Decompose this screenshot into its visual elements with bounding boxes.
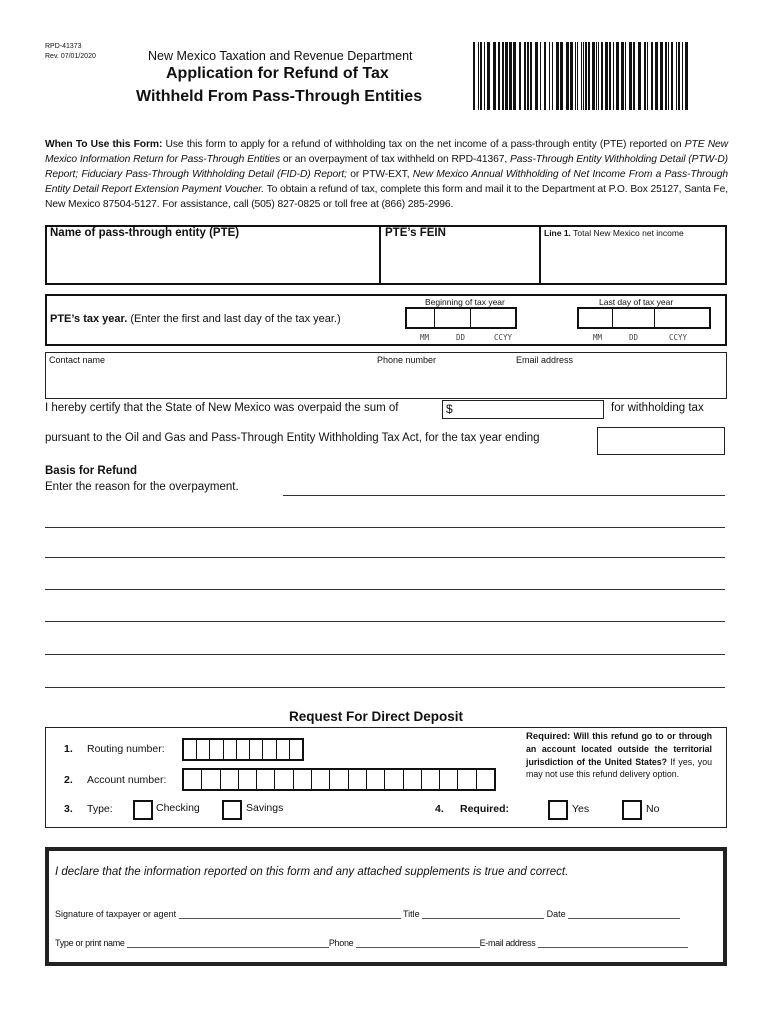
- date-label: Date: [546, 909, 566, 919]
- signature-row: [55, 909, 680, 919]
- item-number: 1.: [64, 743, 73, 755]
- digit-cell[interactable]: [263, 740, 276, 759]
- digit-cell[interactable]: [202, 770, 220, 789]
- email-line[interactable]: [538, 938, 688, 948]
- digit-cell[interactable]: [312, 770, 330, 789]
- overpaid-amount-input[interactable]: [442, 400, 604, 419]
- account-number-input[interactable]: [182, 768, 496, 791]
- note-question: Will this refund go to or through an account located outside the territorial jurisdiction of the United States?: [526, 731, 712, 767]
- item-number: 2.: [64, 774, 73, 786]
- reason-line[interactable]: [45, 557, 725, 558]
- fein-label: PTE’s FEIN: [385, 227, 446, 239]
- no-checkbox[interactable]: [622, 800, 642, 820]
- tax-year-label: [50, 313, 341, 325]
- basis-desc: Enter the reason for the overpayment.: [45, 481, 239, 493]
- ccyy-hint: CCYY: [669, 333, 688, 342]
- digit-cell[interactable]: [224, 740, 237, 759]
- print-name-line[interactable]: [127, 938, 329, 948]
- instructions-text: Use this form to apply for a refund of withholding tax on the net income of a pass-through entity (PTE) reported on: [162, 139, 685, 150]
- checking-label: Checking: [156, 802, 200, 814]
- instructions-text: or an overpayment of tax withheld on RPD-41367,: [280, 154, 510, 165]
- certify-text-3: pursuant to the Oil and Gas and Pass-Through Entity Withholding Tax Act, for the tax year ending: [45, 432, 540, 444]
- savings-checkbox[interactable]: [222, 800, 242, 820]
- instructions-text: PTE New Mexico Information Return for Pass-Through Entities: [45, 139, 728, 165]
- instructions-lead: When To Use this Form:: [45, 139, 163, 150]
- signature-line[interactable]: [179, 909, 401, 919]
- phone-label: Phone number: [377, 355, 437, 365]
- digit-cell[interactable]: [440, 770, 458, 789]
- certify-text: I hereby certify that the State of New Mexico was overpaid the sum of: [45, 402, 399, 414]
- declaration-statement: I declare that the information reported on this form and any attached supplements is true and correct.: [55, 866, 569, 878]
- note-tail: If yes, you may not use this refund delivery option.: [526, 756, 712, 779]
- reason-line[interactable]: [45, 687, 725, 688]
- reason-line[interactable]: [283, 495, 725, 496]
- dd-hint: DD: [456, 333, 466, 342]
- form-number: RPD-41373: [45, 43, 82, 50]
- reason-line[interactable]: [45, 527, 725, 528]
- digit-cell[interactable]: [184, 770, 202, 789]
- digit-cell[interactable]: [385, 770, 403, 789]
- digit-cell[interactable]: [277, 740, 290, 759]
- title-label: Title: [402, 909, 420, 919]
- tax-year-ending-input[interactable]: [597, 427, 725, 455]
- routing-label: Routing number:: [87, 743, 165, 755]
- instructions-text: or PTW-EXT,: [346, 169, 413, 180]
- digit-cell[interactable]: [210, 740, 223, 759]
- digit-cell[interactable]: [477, 770, 494, 789]
- digit-cell[interactable]: [458, 770, 476, 789]
- department-name: New Mexico Taxation and Revenue Department: [148, 49, 413, 63]
- email-label: E-mail address: [479, 938, 536, 948]
- digit-cell[interactable]: [184, 740, 197, 759]
- form-title-line1: Application for Refund of Tax: [166, 65, 389, 82]
- instructions-text: New Mexico Annual Withholding of Net Income From a Pass-Through Entity Detail Report Extension Payment Voucher.: [45, 169, 728, 195]
- instructions-text: Pass-Through Entity Withholding Detail (PTW-D) Report; Fiduciary Pass-Through Withholding Detail (FID-D) Report;: [45, 154, 728, 180]
- revision-date: Rev. 07/01/2020: [45, 53, 96, 60]
- savings-label: Savings: [246, 802, 284, 814]
- digit-cell[interactable]: [404, 770, 422, 789]
- tax-year-text: (Enter the first and last day of the tax year.): [127, 313, 341, 325]
- beginning-date-input[interactable]: [405, 307, 517, 329]
- digit-cell[interactable]: [257, 770, 275, 789]
- digit-cell[interactable]: [250, 740, 263, 759]
- basis-title: Basis for Refund: [45, 465, 138, 477]
- digit-cell[interactable]: [239, 770, 257, 789]
- account-label: Account number:: [87, 774, 167, 786]
- digit-cell[interactable]: [294, 770, 312, 789]
- beginning-label: Beginning of tax year: [425, 297, 505, 307]
- reason-line[interactable]: [45, 589, 725, 590]
- note-bold: Required:: [526, 731, 571, 742]
- digit-cell[interactable]: [290, 740, 302, 759]
- required-note: [526, 730, 712, 780]
- email-label: Email address: [516, 355, 574, 365]
- routing-number-input[interactable]: [182, 738, 304, 761]
- item-number: 4.: [435, 803, 444, 815]
- form-title-line2: Withheld From Pass-Through Entities: [136, 88, 423, 105]
- digit-cell[interactable]: [367, 770, 385, 789]
- last-day-date-input[interactable]: [577, 307, 711, 329]
- last-day-label: Last day of tax year: [599, 297, 674, 307]
- contact-name-label: Contact name: [49, 355, 106, 365]
- dd-hint: DD: [629, 333, 639, 342]
- digit-cell[interactable]: [349, 770, 367, 789]
- yes-checkbox[interactable]: [548, 800, 568, 820]
- certify-text-2: for withholding tax: [611, 402, 704, 414]
- line1-label: [544, 228, 684, 238]
- reason-line[interactable]: [45, 654, 725, 655]
- phone-line[interactable]: [356, 938, 480, 948]
- line1-number: Line 1.: [544, 228, 571, 238]
- yes-label: Yes: [572, 803, 590, 815]
- declaration-section: [45, 847, 727, 966]
- print-name-label: Type or print name: [55, 938, 125, 948]
- tax-year-bold: PTE’s tax year.: [50, 313, 128, 325]
- dollar-sign: $: [446, 402, 453, 416]
- date-line[interactable]: [568, 909, 680, 919]
- required-label: Required:: [460, 803, 510, 815]
- digit-cell[interactable]: [221, 770, 239, 789]
- mm-hint: MM: [593, 333, 603, 342]
- title-line[interactable]: [422, 909, 544, 919]
- instructions-text: To obtain a refund of tax, complete this form and mail it to the Department at P.O. Box 25127, Santa Fe, New Mexico 87504-5127. For assistance, call (505) 827-0825 or toll free at (866) 285-2996.: [45, 184, 728, 210]
- checking-checkbox[interactable]: [133, 800, 153, 820]
- no-label: No: [646, 803, 660, 815]
- digit-cell[interactable]: [197, 740, 210, 759]
- pte-name-label: Name of pass-through entity (PTE): [50, 227, 240, 239]
- phone-label: Phone: [328, 938, 354, 948]
- print-name-row: [55, 938, 688, 948]
- signature-label: Signature of taxpayer or agent: [55, 909, 177, 919]
- instructions: [45, 137, 728, 212]
- digit-cell[interactable]: [330, 770, 348, 789]
- line1-text: Total New Mexico net income: [570, 228, 684, 238]
- digit-cell[interactable]: [275, 770, 293, 789]
- digit-cell[interactable]: [237, 740, 250, 759]
- ccyy-hint: CCYY: [494, 333, 513, 342]
- barcode: [473, 42, 731, 110]
- type-label: Type:: [87, 803, 113, 815]
- reason-line[interactable]: [45, 621, 725, 622]
- deposit-title: Request For Direct Deposit: [289, 709, 464, 724]
- mm-hint: MM: [420, 333, 430, 342]
- digit-cell[interactable]: [422, 770, 440, 789]
- item-number: 3.: [64, 803, 73, 815]
